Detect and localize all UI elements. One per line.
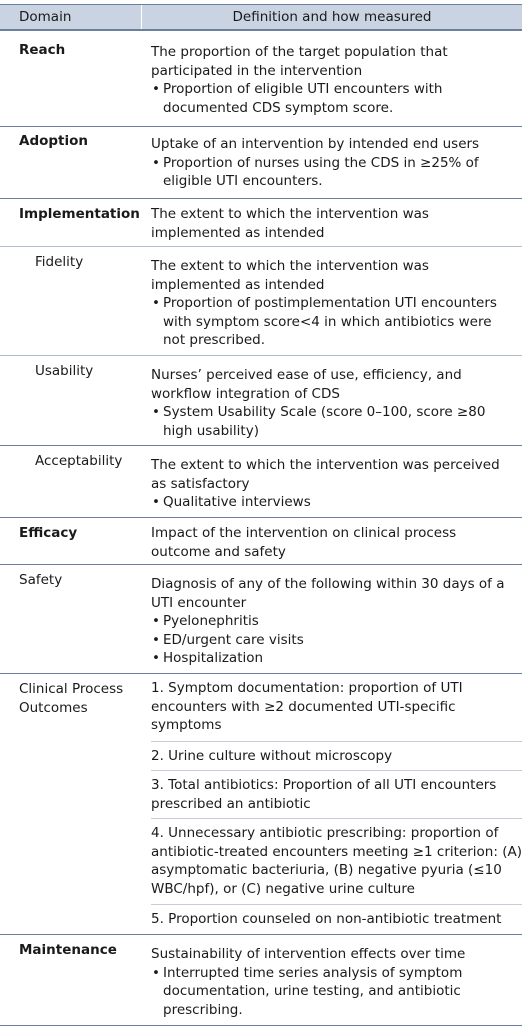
domain-label: Maintenance — [19, 942, 117, 958]
outcome-item: 5. Proportion counseled on non-antibiotic treatment — [151, 904, 522, 934]
table-row-efficacy — [0, 517, 522, 564]
table-row-clinical-process-outcomes — [0, 673, 522, 934]
header-definition: Definition and how measured — [232, 9, 432, 25]
definition-cell — [142, 446, 522, 517]
table-row-reach — [0, 30, 522, 126]
bullet-item: • Proportion of postimplementation UTI encounters with symptom score<4 in which antibiotics were not prescribed. — [151, 294, 510, 350]
domain-label: Efficacy — [19, 525, 78, 541]
domain-label: Fidelity — [35, 254, 84, 270]
definition-text: The extent to which the intervention was perceived as satisfactory — [151, 457, 500, 492]
definition-cell — [142, 247, 522, 355]
bullet-item: • Qualitative interviews — [151, 493, 510, 512]
definition-text: Sustainability of intervention effects over time — [151, 946, 466, 962]
definition-text: Impact of the intervention on clinical process outcome and safety — [151, 525, 457, 560]
header-domain: Domain — [0, 5, 142, 29]
bullet-item: • System Usability Scale (score 0–100, score ≥80 high usability) — [151, 403, 510, 440]
definition-text: Uptake of an intervention by intended end users — [151, 136, 480, 152]
table-header — [0, 4, 522, 30]
domain-label: Usability — [35, 363, 94, 379]
domain-label: Reach — [19, 42, 66, 58]
domain-label: Clinical Process Outcomes — [19, 681, 124, 716]
definition-cell — [142, 935, 522, 1025]
bullet-item: • Interrupted time series analysis of symptom documentation, urine testing, and antibiotic prescribing. — [151, 964, 510, 1020]
outcomes-table — [0, 4, 522, 1026]
definition-text: Nurses’ perceived ease of use, efficiency, and workflow integration of CDS — [151, 367, 462, 402]
table-row-implementation — [0, 198, 522, 246]
definition-cell — [142, 127, 522, 198]
bullet-item: • Proportion of eligible UTI encounters with documented CDS symptom score. — [151, 80, 510, 117]
definition-cell — [142, 31, 522, 126]
bullet-item: • ED/urgent care visits — [151, 631, 510, 650]
table-row-usability — [0, 355, 522, 445]
outcome-item: 2. Urine culture without microscopy — [151, 741, 522, 770]
bullet-item: • Proportion of nurses using the CDS in ≥25% of eligible UTI encounters. — [151, 154, 510, 191]
outcome-item: 3. Total antibiotics: Proportion of all UTI encounters prescribed an antibiotic — [151, 770, 522, 818]
domain-label: Safety — [19, 572, 63, 588]
definition-cell — [142, 674, 522, 934]
definition-cell — [142, 565, 522, 673]
table-row-fidelity — [0, 246, 522, 355]
definition-text: The extent to which the intervention was implemented as intended — [151, 206, 429, 241]
bullet-item: • Hospitalization — [151, 649, 510, 668]
definition-text: The extent to which the intervention was implemented as intended — [151, 258, 429, 293]
domain-label: Acceptability — [35, 453, 123, 469]
definition-text: The proportion of the target population that participated in the intervention — [151, 44, 448, 79]
domain-label: Implementation — [19, 206, 140, 222]
definition-text: Diagnosis of any of the following within 30 days of a UTI encounter — [151, 576, 505, 611]
bullet-item: • Pyelonephritis — [151, 612, 510, 631]
definition-cell — [142, 356, 522, 445]
definition-cell — [142, 518, 522, 564]
table-row-adoption — [0, 126, 522, 198]
outcome-item: 4. Unnecessary antibiotic prescribing: proportion of antibiotic-treated encounters meeting ≥1 criterion: (A) asymptomatic bacteriuria, (B) negative pyuria (≤10 WBC/hpf), or (C) negative urine culture — [151, 818, 522, 904]
definition-cell — [142, 199, 522, 246]
table-row-maintenance — [0, 934, 522, 1026]
outcome-item: 1. Symptom documentation: proportion of UTI encounters with ≥2 documented UTI-specific symptoms — [151, 680, 463, 734]
table-row-safety — [0, 564, 522, 673]
table-row-acceptability — [0, 445, 522, 517]
domain-label: Adoption — [19, 133, 89, 149]
